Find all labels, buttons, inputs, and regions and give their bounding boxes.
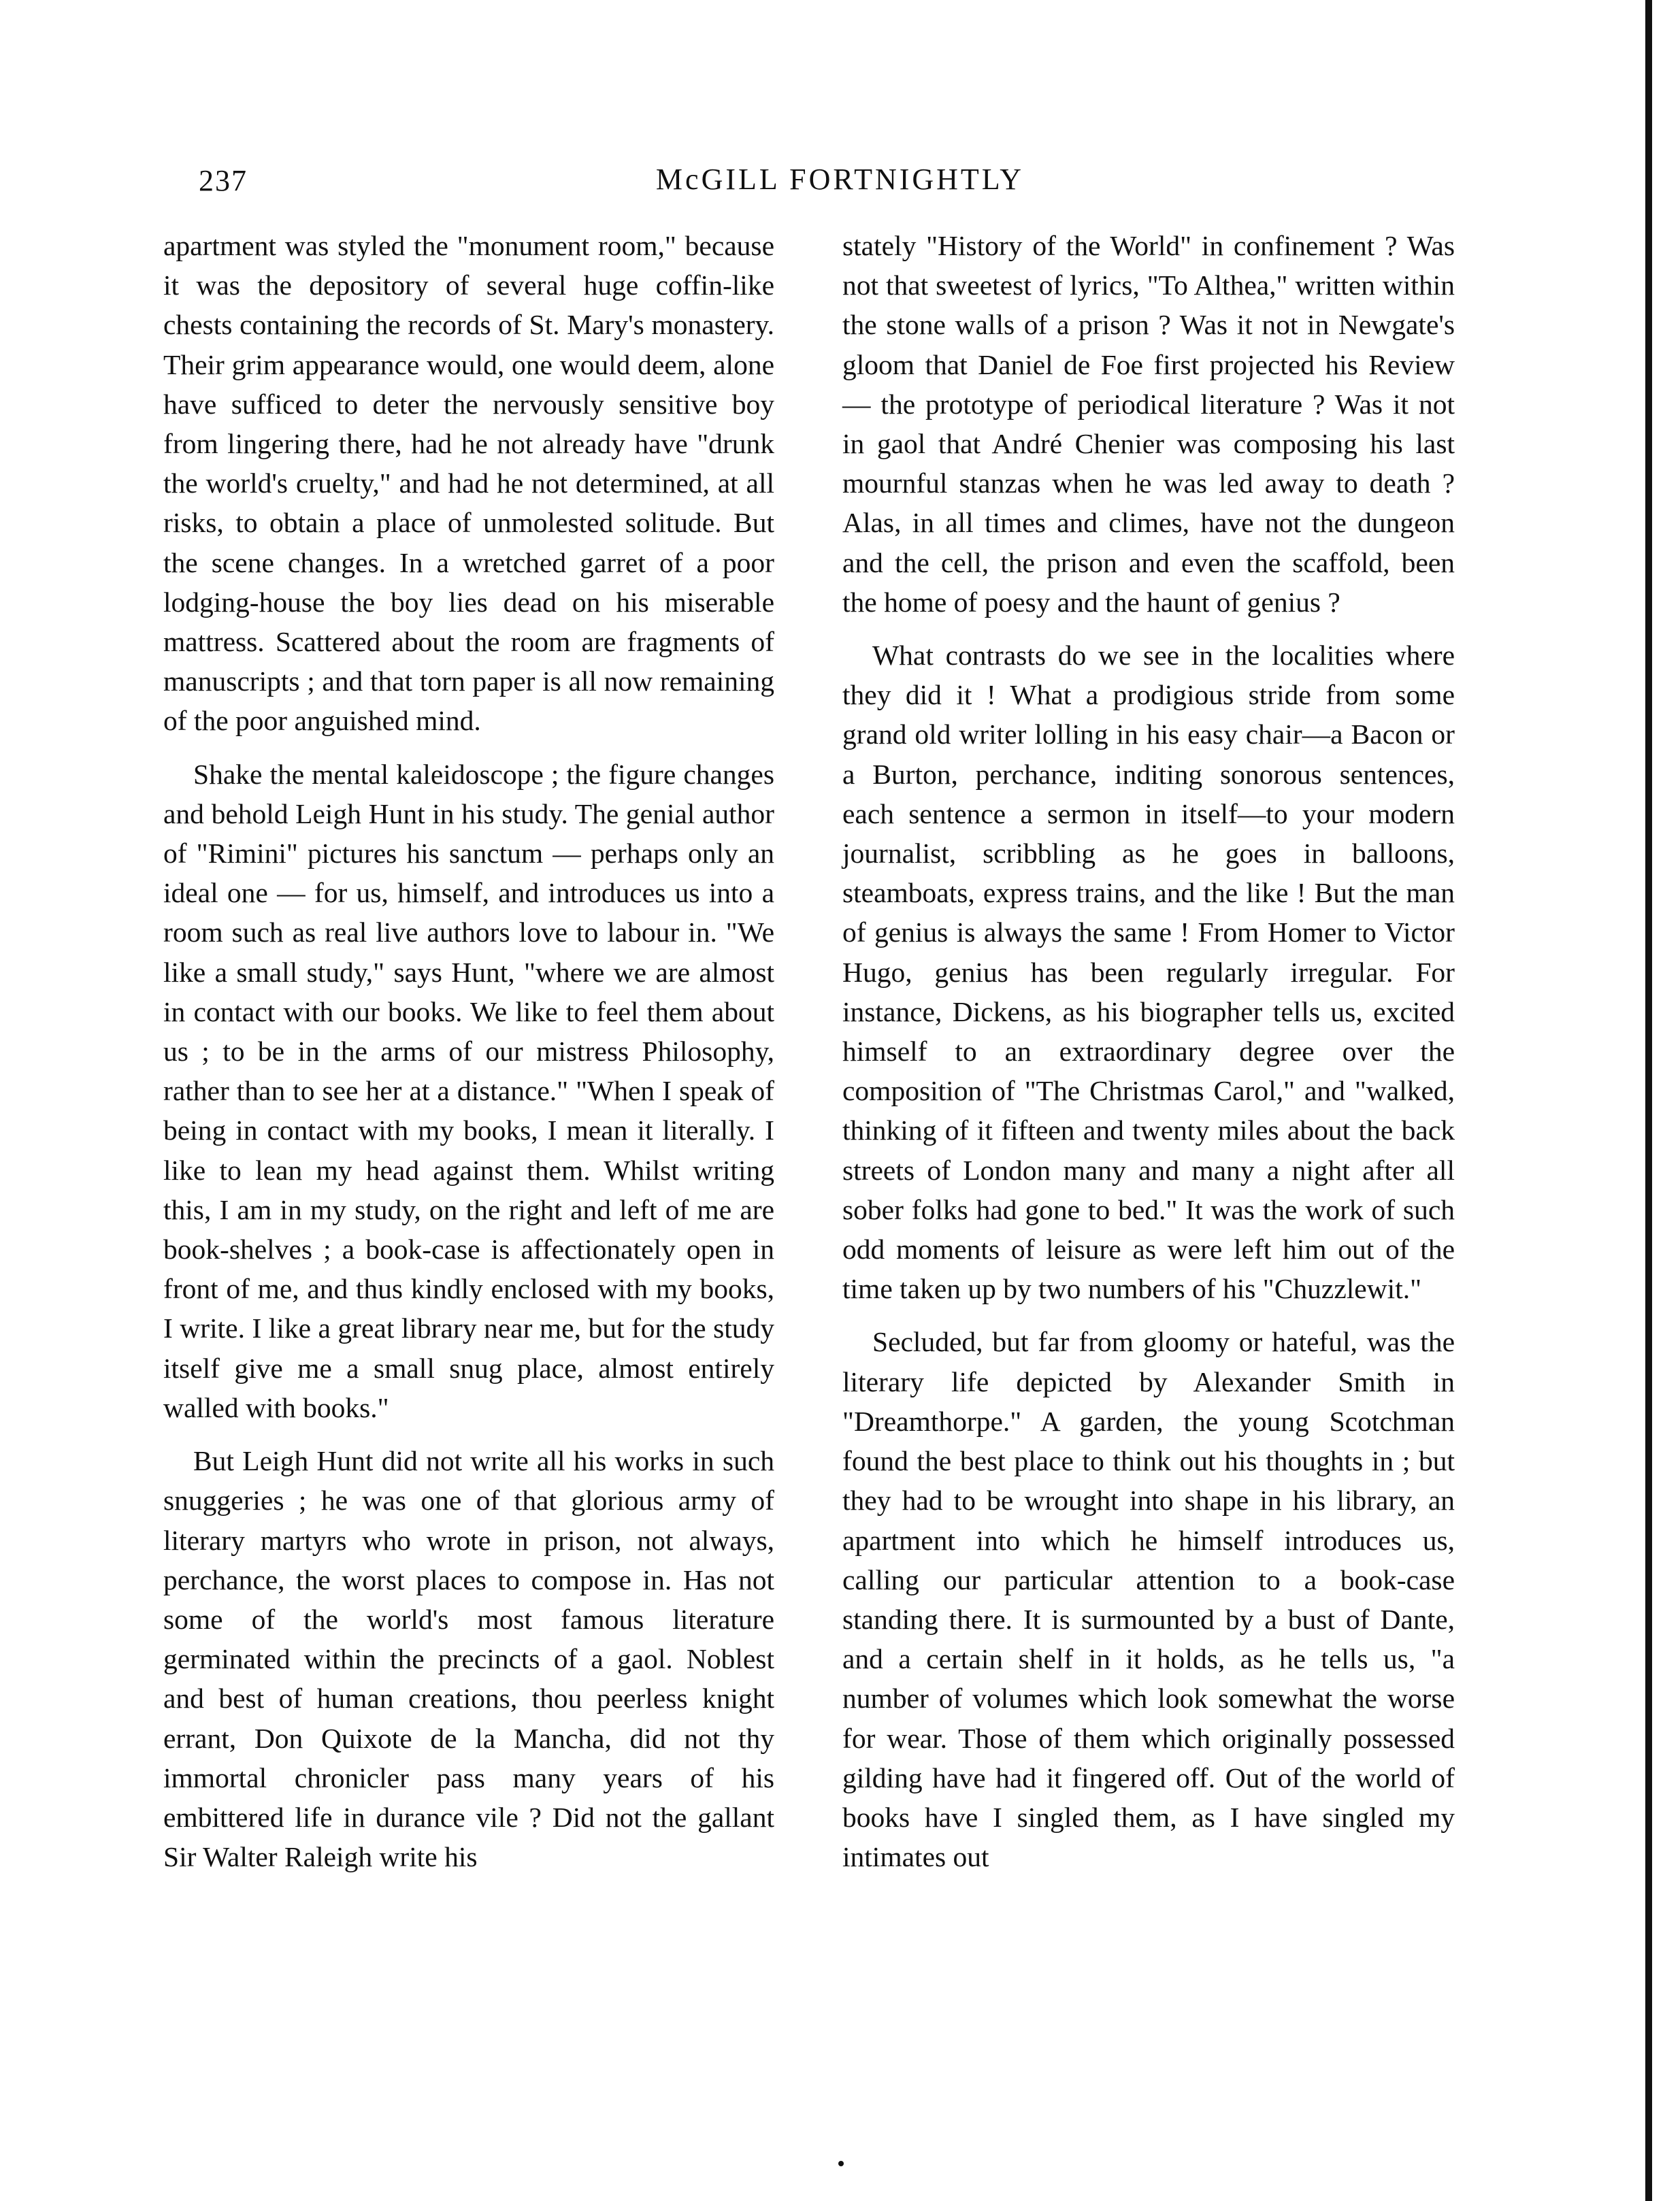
paragraph: What contrasts do we see in the localities where they did it ! What a prodigious stride from some grand old writer lolling in his easy chair—a Bacon or a Burton, perchance, inditing sonorous sentences, each sentence a sermon in itself—to your modern journalist, scribbling as he goes in balloons, steamboats, express trains, and the like ! But the man of genius is always the same ! From Homer to Victor Hugo, genius has been regularly irregular. For instance, Dickens, as his biographer tells us, excited himself to an extraordinary degree over the composition of "The Christmas Carol," and "walked, thinking of it fifteen and twenty miles about the back streets of London many and many a night after all sober folks had gone to bed." It was the work of such odd moments of leisure as were left him out of the time taken up by two numbers of his "Chuzzlewit." [842, 640, 1455, 1305]
page-number: 237 [199, 164, 248, 197]
left-column [163, 226, 774, 1876]
paragraph: apartment was styled the "monument room," because it was the depository of several huge coffin-like chests containing the records of St. Mary's monastery. Their grim appearance would, one would deem, alone have sufficed to deter the nervously sensitive boy from lingering there, had he not already have "drunk the world's cruelty," and had he not determined, at all risks, to obtain a place of unmolested solitude. But the scene changes. In a wretched garret of a poor lodging-house the boy lies dead on his miserable mattress. Scattered about the room are fragments of manuscripts ; and that torn paper is all now remaining of the poor anguished mind. [163, 230, 774, 737]
right-column [842, 226, 1455, 1876]
paragraph: Shake the mental kaleidoscope ; the figure changes and behold Leigh Hunt in his study. The genial author of "Rimini" pictures his sanctum — perhaps only an ideal one — for us, himself, and introduces us into a room such as real live authors love to labour in. "We like a small study," says Hunt, "where we are almost in contact with our books. We like to feel them about us ; to be in the arms of our mistress Philosophy, rather than to see her at a distance." "When I speak of being in contact with my books, I mean it literally. I like to lean my head against them. Whilst writing this, I am in my study, on the right and left of me are book-shelves ; a book-case is affectionately open in front of me, and thus kindly enclosed with my books, I write. I like a great library near me, but for the study itself give me a small snug place, almost entirely walled with books." [163, 758, 774, 1423]
paragraph: But Leigh Hunt did not write all his works in such snuggeries ; he was one of that glorious army of literary martyrs who wrote in prison, not always, perchance, the worst places to compose in. Has not some of the world's most famous literature germinated within the precincts of a gaol. Noblest and best of human creations, thou peerless knight errant, Don Quixote de la Mancha, did not thy immortal chronicler pass many years of his embittered life in durance vile ? Did not the gallant Sir Walter Raleigh write his [163, 1445, 774, 1873]
scan-speck [838, 2161, 844, 2166]
paragraph: Secluded, but far from gloomy or hateful, was the literary life depicted by Alexander Smith in "Dreamthorpe." A garden, the young Scotchman found the best place to think out his thoughts in ; but they had to be wrought into shape in his library, an apartment into which he himself introduces us, calling our particular attention to a book-case standing there. It is surmounted by a bust of Dante, and a certain shelf in it holds, as he tells us, "a number of volumes which look somewhat the worse for wear. Those of them which originally possessed gilding have had it fingered off. Out of the world of books have I singled them, as I have singled my intimates out [842, 1326, 1455, 1873]
scan-edge-rule [1645, 0, 1652, 2201]
running-title: McGILL FORTNIGHTLY [655, 163, 1025, 196]
paragraph: stately "History of the World" in confinement ? Was not that sweetest of lyrics, "To Althea," written within the stone walls of a prison ? Was it not in Newgate's gloom that Daniel de Foe first projected his Review — the prototype of periodical literature ? Was it not in gaol that André Chenier was composing his last mournful stanzas when he was led away to death ? Alas, in all times and climes, have not the dungeon and the cell, the prison and even the scaffold, been the home of poesy and the haunt of genius ? [842, 230, 1455, 618]
